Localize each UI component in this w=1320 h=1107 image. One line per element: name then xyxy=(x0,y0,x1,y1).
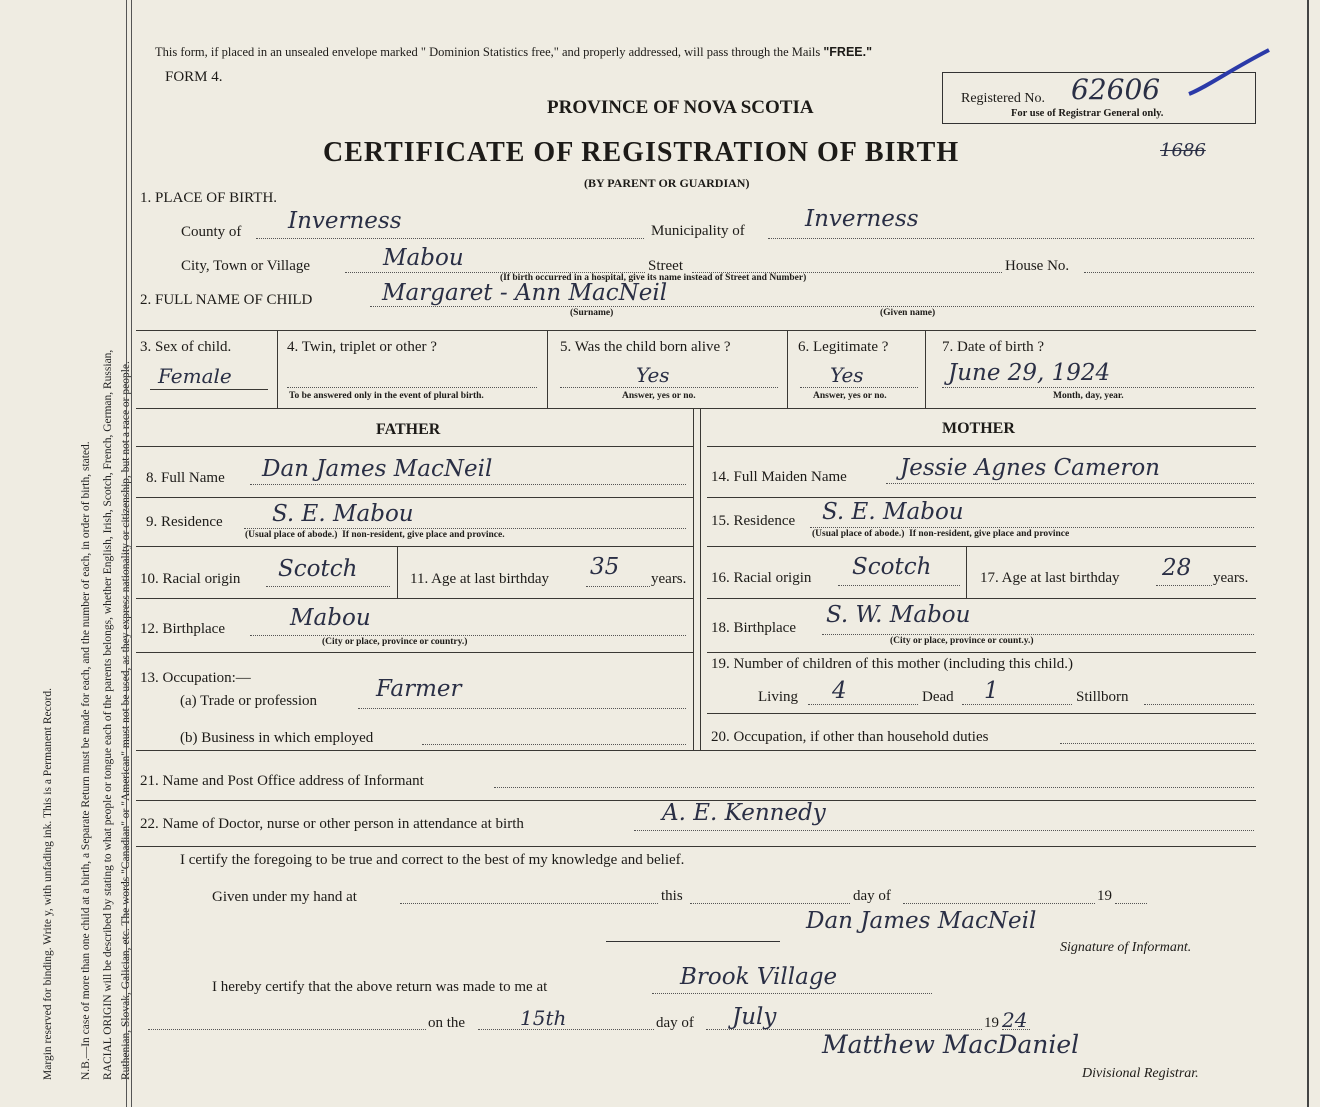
nb-note: N.B.—In case of more than one child at a birth, a Separate Return must be made for each, and the number of each, in order of birth, stated. xyxy=(80,441,92,1080)
this-label: this xyxy=(661,888,683,904)
dead-value: 1 xyxy=(984,678,999,704)
side-margin xyxy=(18,18,130,1098)
year-prefix: 19 xyxy=(1097,888,1112,904)
return-label: I hereby certify that the above return was made to me at xyxy=(212,979,548,995)
mother-residence-note: (Usual place of abode.) If non-resident, give place and province xyxy=(812,529,1070,539)
postal-note: This form, if placed in an unsealed envelope marked " Dominion Statistics free," and properly addressed, will pass through the Mails "FREE." xyxy=(155,45,873,59)
father-age-value: 35 xyxy=(590,554,620,580)
municipality-label: Municipality of xyxy=(651,223,745,239)
county-label: County of xyxy=(181,224,242,240)
city-value: Mabou xyxy=(383,245,464,271)
father-heading: FATHER xyxy=(376,421,441,438)
father-name-value: Dan James MacNeil xyxy=(262,456,493,482)
dead-label: Dead xyxy=(922,689,954,705)
mother-race-value: Scotch xyxy=(852,554,932,580)
mother-children-label: 19. Number of children of this mother (including this child.) xyxy=(711,656,1074,672)
racial-note-1: RACIAL ORIGIN will be described by stating to what people or tongue each of the parents belongs, whether English, Irish, Scotch, French, German, Russian, xyxy=(102,349,114,1080)
alive-label: 5. Was the child born alive ? xyxy=(560,339,731,355)
month-value: July xyxy=(732,1004,777,1030)
alive-note: Answer, yes or no. xyxy=(622,391,696,401)
father-trade-label: (a) Trade or profession xyxy=(180,693,318,709)
father-age-label: 11. Age at last birthday xyxy=(410,571,549,587)
page-subtitle: (BY PARENT OR GUARDIAN) xyxy=(584,176,750,190)
dob-value: June 29, 1924 xyxy=(948,360,1111,386)
margin-rule xyxy=(126,0,127,1107)
registered-label: Registered No. xyxy=(961,91,1045,106)
year-prefix-2: 19 xyxy=(984,1015,999,1031)
father-occupation-label: 13. Occupation:— xyxy=(140,670,251,686)
legitimate-label: 6. Legitimate ? xyxy=(798,339,889,355)
informant-signature: Dan James MacNeil xyxy=(806,908,1037,934)
twin-note: To be answered only in the event of plural birth. xyxy=(289,391,484,401)
mother-residence-label: 15. Residence xyxy=(711,513,796,529)
return-place: Brook Village xyxy=(680,964,838,990)
province-heading: PROVINCE OF NOVA SCOTIA xyxy=(547,97,814,118)
father-trade-value: Farmer xyxy=(376,676,462,702)
city-label: City, Town or Village xyxy=(181,258,311,274)
binding-note: Margin reserved for binding. Write y, with unfading ink. This is a Permanent Record. xyxy=(42,688,54,1080)
mother-age-value: 28 xyxy=(1162,555,1192,581)
father-birthplace-note: (City or place, province or country.) xyxy=(322,637,468,647)
father-residence-label: 9. Residence xyxy=(146,514,223,530)
legitimate-value: Yes xyxy=(830,363,864,387)
given-name-note: (Given name) xyxy=(880,308,936,318)
mother-occupation-label: 20. Occupation, if other than household duties xyxy=(711,729,989,745)
surname-note: (Surname) xyxy=(570,308,614,318)
day-of-label-2: day of xyxy=(656,1015,694,1031)
father-business-label: (b) Business in which employed xyxy=(180,730,374,746)
mother-name-label: 14. Full Maiden Name xyxy=(711,469,847,485)
page-title: CERTIFICATE OF REGISTRATION OF BIRTH xyxy=(323,137,960,168)
racial-note-2: Ruthenian, Slovak, Galician, etc. The words "Canadian" or "American" must not be used, as they express nationality or citizenship, but not a race or people. xyxy=(120,361,132,1080)
place-section-label: 1. PLACE OF BIRTH. xyxy=(140,190,278,206)
margin-rule-2 xyxy=(131,0,132,1107)
father-birthplace-value: Mabou xyxy=(290,605,371,631)
given-label: Given under my hand at xyxy=(212,889,357,905)
mother-heading: MOTHER xyxy=(942,420,1015,437)
informant-label: 21. Name and Post Office address of Informant xyxy=(140,773,424,789)
year-suffix: 24 xyxy=(1002,1008,1028,1032)
municipality-value: Inverness xyxy=(805,206,919,232)
on-the-label: on the xyxy=(428,1015,466,1031)
right-border xyxy=(1307,0,1309,1107)
father-residence-note: (Usual place of abode.) If non-resident, give place and province. xyxy=(245,530,505,540)
father-race-label: 10. Racial origin xyxy=(140,571,241,587)
mother-birthplace-label: 18. Birthplace xyxy=(711,620,796,636)
mother-name-value: Jessie Agnes Cameron xyxy=(900,455,1160,481)
sex-value: Female xyxy=(158,364,232,388)
living-value: 4 xyxy=(832,678,847,704)
mother-years: years. xyxy=(1213,570,1249,586)
child-name-label: 2. FULL NAME OF CHILD xyxy=(140,292,313,308)
mother-age-label: 17. Age at last birthday xyxy=(980,570,1120,586)
sex-label: 3. Sex of child. xyxy=(140,339,232,355)
doctor-label: 22. Name of Doctor, nurse or other person in attendance at birth xyxy=(140,816,524,832)
twin-label: 4. Twin, triplet or other ? xyxy=(287,339,437,355)
father-residence-value: S. E. Mabou xyxy=(272,501,414,527)
father-name-label: 8. Full Name xyxy=(146,470,225,486)
form-number: FORM 4. xyxy=(165,69,223,85)
hospital-note: (If birth occurred in a hospital, give its name instead of Street and Number) xyxy=(500,273,807,283)
legitimate-note: Answer, yes or no. xyxy=(813,391,887,401)
registered-number: 62606 xyxy=(1071,73,1161,106)
child-name-value: Margaret - Ann MacNeil xyxy=(382,280,668,306)
certify-statement: I certify the foregoing to be true and correct to the best of my knowledge and belief. xyxy=(180,852,685,868)
county-value: Inverness xyxy=(288,208,402,234)
day-of-label: day of xyxy=(853,888,891,904)
informant-signature-label: Signature of Informant. xyxy=(1060,940,1192,955)
registrar-note: For use of Registrar General only. xyxy=(1011,108,1164,119)
mother-residence-value: S. E. Mabou xyxy=(822,499,964,525)
doctor-value: A. E. Kennedy xyxy=(662,800,826,826)
father-years: years. xyxy=(651,571,687,587)
dob-label: 7. Date of birth ? xyxy=(942,339,1045,355)
on-the-value: 15th xyxy=(520,1006,567,1030)
father-birthplace-label: 12. Birthplace xyxy=(140,621,225,637)
registrar-label: Divisional Registrar. xyxy=(1082,1066,1199,1081)
mother-birthplace-note: (City or place, province or count.y.) xyxy=(890,636,1034,646)
registrar-signature: Matthew MacDaniel xyxy=(822,1030,1080,1059)
father-race-value: Scotch xyxy=(278,556,358,582)
struck-number: 1686 xyxy=(1160,140,1206,161)
house-label: House No. xyxy=(1005,258,1070,274)
alive-value: Yes xyxy=(636,363,670,387)
stillborn-label: Stillborn xyxy=(1076,689,1129,705)
mother-birthplace-value: S. W. Mabou xyxy=(826,602,971,628)
mother-race-label: 16. Racial origin xyxy=(711,570,812,586)
check-mark-icon xyxy=(1185,48,1275,108)
street-label: Street xyxy=(648,258,683,274)
dob-note: Month, day, year. xyxy=(1053,391,1124,401)
living-label: Living xyxy=(758,689,798,705)
